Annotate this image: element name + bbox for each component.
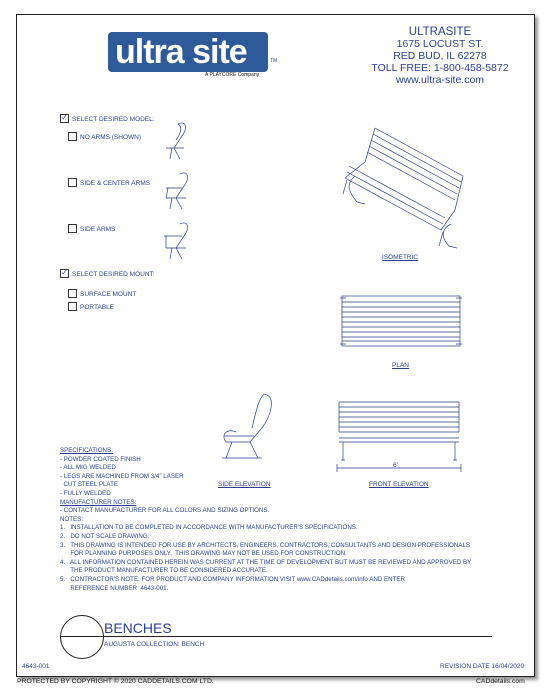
- spec-item: - POWDER COATED FINISH: [60, 455, 141, 463]
- mount-check-icon[interactable]: ✓: [61, 268, 68, 277]
- drawing-title: BENCHES: [104, 620, 172, 636]
- option-surface-mount[interactable]: SURFACE MOUNT: [68, 290, 136, 299]
- logo-tagline: A PLAYCORE Company: [205, 72, 260, 78]
- notes-heading: NOTES:: [60, 515, 84, 523]
- title-divider: [60, 636, 492, 637]
- front-elevation-caption: FRONT ELEVATION: [369, 481, 429, 488]
- note-item: 3. THIS DRAWING IS INTENDED FOR USE BY ARCHITECTS, ENGINEERS, CONTRACTORS, CONSULTANTS AND DESIGN PROFESSIONALS: [60, 541, 471, 549]
- company-phone: TOLL FREE: 1-800-458-5872: [371, 62, 509, 74]
- no-arms-checkbox[interactable]: [68, 132, 77, 141]
- plan-bench-drawing: [340, 294, 462, 349]
- logo-trademark: TM: [270, 58, 278, 64]
- side-center-arms-checkbox[interactable]: [68, 178, 77, 187]
- side-arms-checkbox[interactable]: [68, 224, 77, 233]
- note-item: 2. DO NOT SCALE DRAWING.: [60, 532, 150, 540]
- isometric-caption: ISOMETRIC: [382, 254, 419, 261]
- side-elevation-caption: SIDE ELEVATION: [218, 481, 271, 488]
- note-item: REFERENCE NUMBER 4643-001.: [60, 584, 169, 592]
- isometric-bench-drawing: [335, 122, 475, 252]
- side-arms-profile-icon: [160, 222, 194, 262]
- note-item: 5. CONTRACTOR'S NOTE: FOR PRODUCT AND COMPANY INFORMATION VISIT www.CADdetails.com/info AND ENTER: [60, 575, 405, 583]
- spec-item: - LEGS ARE MACHINED FROM 3/4" LASER: [60, 472, 184, 480]
- option-side-arms[interactable]: SIDE ARMS: [68, 225, 115, 234]
- specifications-block: [60, 447, 471, 593]
- company-website[interactable]: www.ultra-site.com: [395, 74, 485, 86]
- manufacturer-notes-heading: MANUFACTURER NOTES:: [60, 498, 137, 506]
- note-item: 1. INSTALLATION TO BE COMPLETED IN ACCORDANCE WITH MANUFACTURER'S SPECIFICATIONS.: [60, 524, 358, 532]
- manufacturer-note: - CONTACT MANUFACTURER FOR ALL COLORS AND SIZING OPTIONS.: [60, 507, 270, 515]
- spec-item: - ALL MIG WELDED: [60, 464, 116, 472]
- surface-mount-checkbox[interactable]: [68, 289, 77, 298]
- company-street: 1675 LOCUST ST.: [396, 38, 484, 50]
- note-item: FOR PLANNING PURPOSES ONLY. THIS DRAWING MAY NOT BE USED FOR CONSTRUCTION.: [60, 550, 347, 558]
- side-center-arms-profile-icon: [160, 172, 194, 212]
- portable-checkbox[interactable]: [68, 302, 77, 311]
- company-city: RED BUD, IL 62278: [393, 50, 487, 62]
- drawing-subtitle: AUGUSTA COLLECTION: BENCH: [104, 641, 205, 648]
- no-arms-profile-icon: [160, 122, 194, 162]
- model-heading: ✓ SELECT DESIRED MODEL:: [61, 113, 155, 124]
- copyright-notice: PROTECTED BY COPYRIGHT © 2020 CADDETAILS.COM LTD.: [17, 678, 214, 685]
- logo-text: ultra site: [115, 33, 247, 71]
- revision-date: REVISION DATE 16/04/2020: [440, 663, 525, 670]
- reference-number: 4643-001: [22, 663, 50, 670]
- spec-item: - FULLY WELDED: [60, 489, 111, 497]
- note-item: 4. ALL INFORMATION CONTAINED HEREIN WAS CURRENT AT THE TIME OF DEVELOPMENT BUT MUST BE REVIEWED AND APPROVED BY: [60, 558, 472, 566]
- option-no-arms[interactable]: NO ARMS (SHOWN): [68, 133, 141, 142]
- model-check-icon[interactable]: ✓: [61, 113, 68, 122]
- company-name: ULTRASITE: [408, 26, 472, 38]
- caddetails-link[interactable]: CADdetails.com: [476, 678, 525, 685]
- width-dimension: 6': [393, 462, 398, 469]
- mount-heading: ✓ SELECT DESIRED MOUNT:: [61, 268, 155, 279]
- specifications-heading: SPECIFICATIONS:: [60, 447, 113, 454]
- note-item: THE PRODUCT MANUFACTURER TO BE CONSIDERED ACCURATE.: [60, 567, 268, 575]
- company-info: [350, 26, 530, 86]
- option-side-center-arms[interactable]: SIDE & CENTER ARMS: [68, 179, 150, 188]
- plan-caption: PLAN: [392, 362, 409, 369]
- option-portable[interactable]: PORTABLE: [68, 303, 114, 312]
- title-circle: [60, 615, 104, 659]
- spec-item: CUT STEEL PLATE: [60, 481, 118, 489]
